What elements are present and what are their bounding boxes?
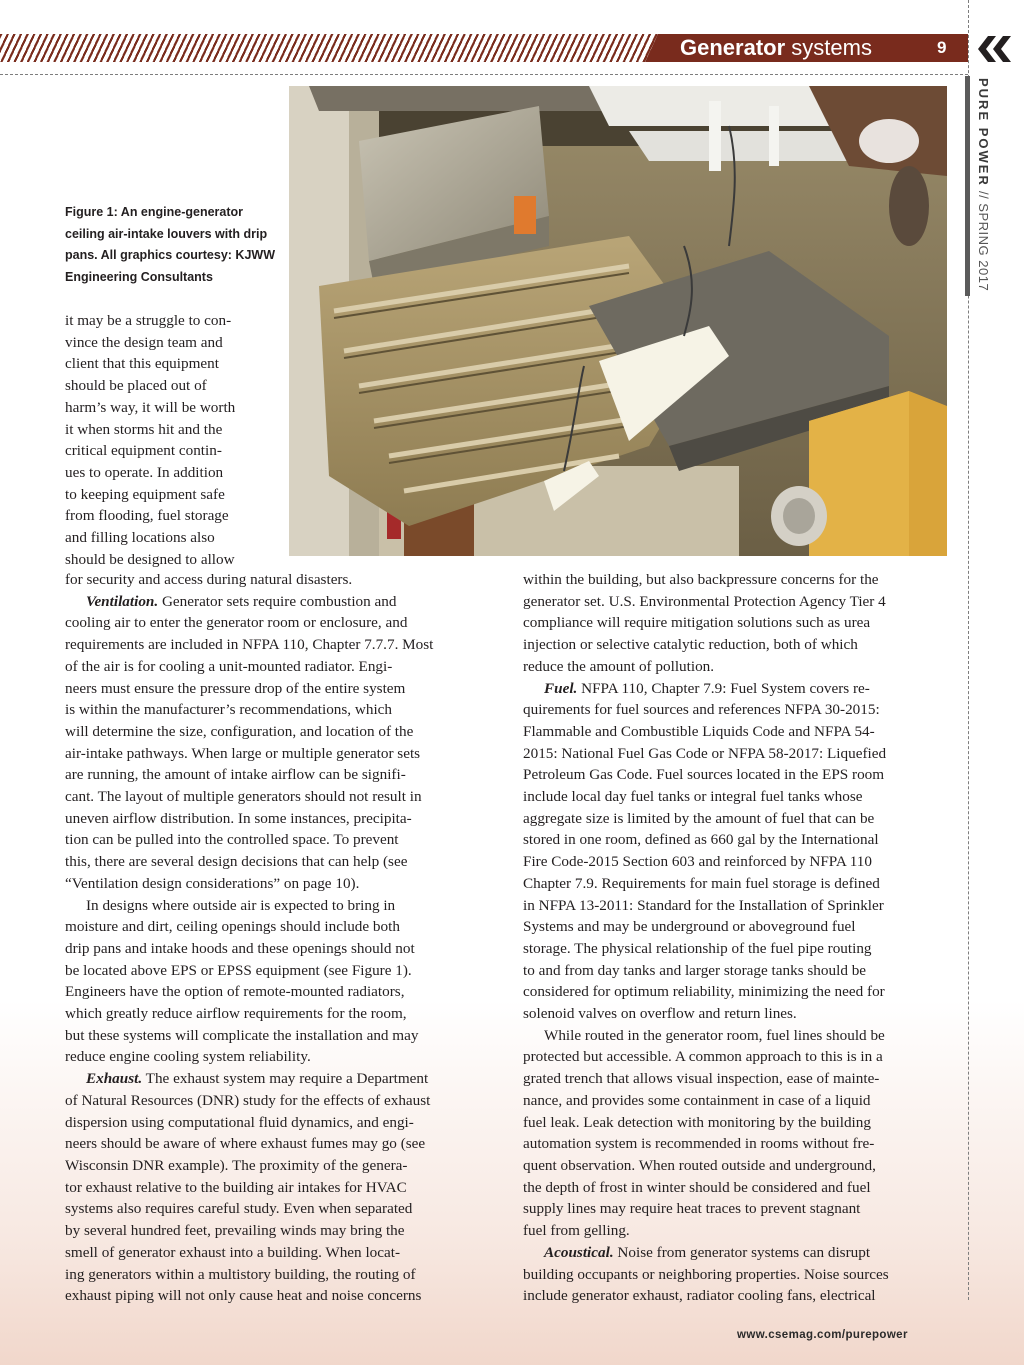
text-line: is within the manufacturer’s recommendations, which (65, 701, 393, 719)
text-line: aggregate size is limited by the amount of fuel that can be (523, 809, 875, 827)
text-line: of Natural Resources (DNR) study for the effects of exhaust (65, 1091, 431, 1109)
text-line: ues to operate. In addition (65, 463, 224, 481)
text-line: While routed in the generator room, fuel lines should be (544, 1026, 885, 1044)
text-line: Systems and may be underground or aboveground fuel (523, 918, 856, 936)
page-number: 9 (937, 38, 947, 57)
text-line: moisture and dirt, ceiling openings should include both (65, 918, 400, 936)
text-line: neers must ensure the pressure drop of the entire system (65, 679, 406, 697)
text-line: dispersion using computational fluid dynamics, and engi- (65, 1113, 414, 1131)
text-line: and filling locations also (65, 529, 215, 547)
body-text-narrow (65, 310, 285, 570)
text-line: reduce the amount of pollution. (523, 657, 715, 675)
fuel-heading: Fuel. (544, 679, 578, 697)
caption-line: ceiling air-intake louvers with drip (65, 226, 268, 241)
text-line: solenoid valves on overflow and return lines. (523, 1005, 797, 1023)
text-line: Petroleum Gas Code. Fuel sources located in the EPS room (523, 766, 885, 784)
text-line: harm’s way, it will be worth (65, 398, 236, 416)
text-line: reduce engine cooling system reliability. (65, 1048, 311, 1066)
text-line: considered for optimum reliability, minimizing the need for (523, 983, 885, 1001)
text-line: stored in one room, defined as 660 gal by the International (523, 831, 879, 849)
text-line: should be designed to allow (65, 550, 235, 568)
text-line: cooling air to enter the generator room or enclosure, and (65, 614, 408, 632)
figure-1-caption (65, 202, 280, 288)
text-line: include local day fuel tanks or integral fuel tanks whose (523, 788, 863, 806)
text-line: should be placed out of (65, 377, 207, 395)
text-line: automation system is recommended in rooms without fre- (523, 1135, 875, 1153)
text-line: be located above EPS or EPSS equipment (see Figure 1). (65, 961, 412, 979)
ventilation-paragraph-start (65, 591, 490, 613)
text-line: In designs where outside air is expected to bring in (86, 896, 396, 914)
issue-label: // SPRING 2017 (976, 190, 991, 292)
text-line: generator set. U.S. Environmental Protection Agency Tier 4 (523, 592, 886, 610)
fuel-paragraph-start (523, 678, 949, 700)
text-line: quent observation. When routed outside and underground, (523, 1156, 876, 1174)
publication-name: PURE POWER (976, 78, 991, 187)
caption-line: Engineering Consultants (65, 269, 213, 284)
text-line: The exhaust system may require a Department (145, 1070, 429, 1088)
text-line: client that this equipment (65, 355, 219, 373)
caption-line: pans. All graphics courtesy: KJWW (65, 248, 275, 262)
footer-url[interactable]: www.csemag.com/purepower (737, 1329, 908, 1341)
text-line: neers should be aware of where exhaust fumes may go (see (65, 1135, 426, 1153)
text-line: fuel from gelling. (523, 1222, 630, 1240)
text-line: for security and access during natural disasters. (65, 571, 353, 588)
text-line: NFPA 110, Chapter 7.9: Fuel System covers re- (581, 679, 870, 697)
text-line: drip pans and intake hoods and these openings should not (65, 939, 415, 957)
side-tab-bar (965, 76, 970, 296)
text-line: of the air is for cooling a unit-mounted radiator. Engi- (65, 657, 393, 675)
text-line: “Ventilation design considerations” on page 10). (65, 874, 360, 892)
section-title-bold: Generator (680, 35, 786, 60)
text-line: tion can be pulled into the controlled space. To prevent (65, 831, 399, 849)
text-line: uneven airflow distribution. In some instances, precipita- (65, 809, 412, 827)
section-title-light: systems (791, 35, 872, 60)
body-column-right (523, 569, 949, 1307)
text-line: critical equipment contin- (65, 442, 222, 460)
text-line: ing generators within a multistory building, the routing of (65, 1265, 416, 1283)
text-line: by several hundred feet, prevailing winds may bring the (65, 1222, 405, 1240)
side-tab-label (976, 78, 991, 291)
text-line: it when storms hit and the (65, 420, 223, 438)
text-line: vince the design team and (65, 333, 223, 351)
text-line: injection or selective catalytic reduction, both of which (523, 636, 858, 654)
text-line: compliance will require mitigation solutions such as urea (523, 614, 871, 632)
text-line: but these systems will complicate the installation and may (65, 1026, 419, 1044)
text-line: smell of generator exhaust into a building. When locat- (65, 1243, 401, 1261)
text-line: within the building, but also backpressure concerns for the (523, 571, 879, 588)
text-line: in NFPA 13-2011: Standard for the Installation of Sprinkler (523, 896, 884, 914)
text-line: building occupants or neighboring properties. Noise sources (523, 1265, 889, 1283)
caption-line: Figure 1: An engine-generator (65, 205, 244, 219)
text-line: 2015: National Fuel Gas Code or NFPA 58-2017: Liquefied (523, 744, 887, 762)
header-dashed-rule (0, 74, 968, 75)
text-line: tor exhaust relative to the building air intakes for HVAC (65, 1178, 407, 1196)
text-line: supply lines may require heat traces to prevent stagnant (523, 1200, 861, 1218)
text-line: include generator exhaust, radiator cooling fans, electrical (523, 1287, 876, 1305)
text-line: which greatly reduce airflow requirements for the room, (65, 1005, 407, 1023)
text-line: grated trench that allows visual inspection, ease of mainte- (523, 1070, 880, 1088)
text-line: this, there are several design decisions that can help (see (65, 853, 408, 871)
text-line: it may be a struggle to con- (65, 312, 232, 329)
double-chevron-left-icon[interactable] (976, 36, 1016, 62)
text-line: systems also requires careful study. Even when separated (65, 1200, 413, 1218)
header-stripe-pattern (0, 34, 660, 62)
text-line: exhaust piping will not only cause heat and noise concerns (65, 1287, 422, 1305)
text-line: storage. The physical relationship of the fuel pipe routing (523, 939, 872, 957)
text-line: Generator sets require combustion and (161, 592, 397, 610)
text-line: Engineers have the option of remote-mounted radiators, (65, 983, 405, 1001)
text-line: Noise from generator systems can disrupt (617, 1243, 871, 1261)
body-column-left (65, 569, 490, 1307)
text-line: Flammable and Combustible Liquids Code and NFPA 54- (523, 722, 875, 740)
section-title (680, 34, 872, 62)
figure-1-photo (289, 86, 947, 556)
text-line: protected but accessible. A common approach to this is in a (523, 1048, 883, 1066)
text-line: to keeping equipment safe (65, 485, 225, 503)
exhaust-heading: Exhaust. (86, 1070, 143, 1088)
text-line: to and from day tanks and larger storage tanks should be (523, 961, 867, 979)
text-line: cant. The layout of multiple generators should not result in (65, 788, 422, 806)
acoustical-heading: Acoustical. (544, 1243, 614, 1261)
text-line: will determine the size, configuration, and location of the (65, 722, 414, 740)
text-line: Wisconsin DNR example). The proximity of the genera- (65, 1156, 408, 1174)
text-line: the depth of frost in winter should be considered and fuel (523, 1178, 871, 1196)
ventilation-heading: Ventilation. (86, 592, 159, 610)
text-line: from flooding, fuel storage (65, 507, 229, 525)
text-line: Fire Code-2015 Section 603 and reinforced by NFPA 110 (523, 853, 872, 871)
text-line: Chapter 7.9. Requirements for main fuel storage is defined (523, 874, 880, 892)
text-line: quirements for fuel sources and references NFPA 30-2015: (523, 701, 880, 719)
exhaust-paragraph-start (65, 1068, 490, 1090)
text-line: are running, the amount of intake airflow can be signifi- (65, 766, 406, 784)
text-line: fuel leak. Leak detection with monitoring by the building (523, 1113, 871, 1131)
text-line: requirements are included in NFPA 110, Chapter 7.7.7. Most (65, 636, 434, 654)
acoustical-paragraph-start (523, 1242, 949, 1264)
text-line: nance, and provides some containment in case of a liquid (523, 1091, 871, 1109)
text-line: air-intake pathways. When large or multiple generator sets (65, 744, 421, 762)
